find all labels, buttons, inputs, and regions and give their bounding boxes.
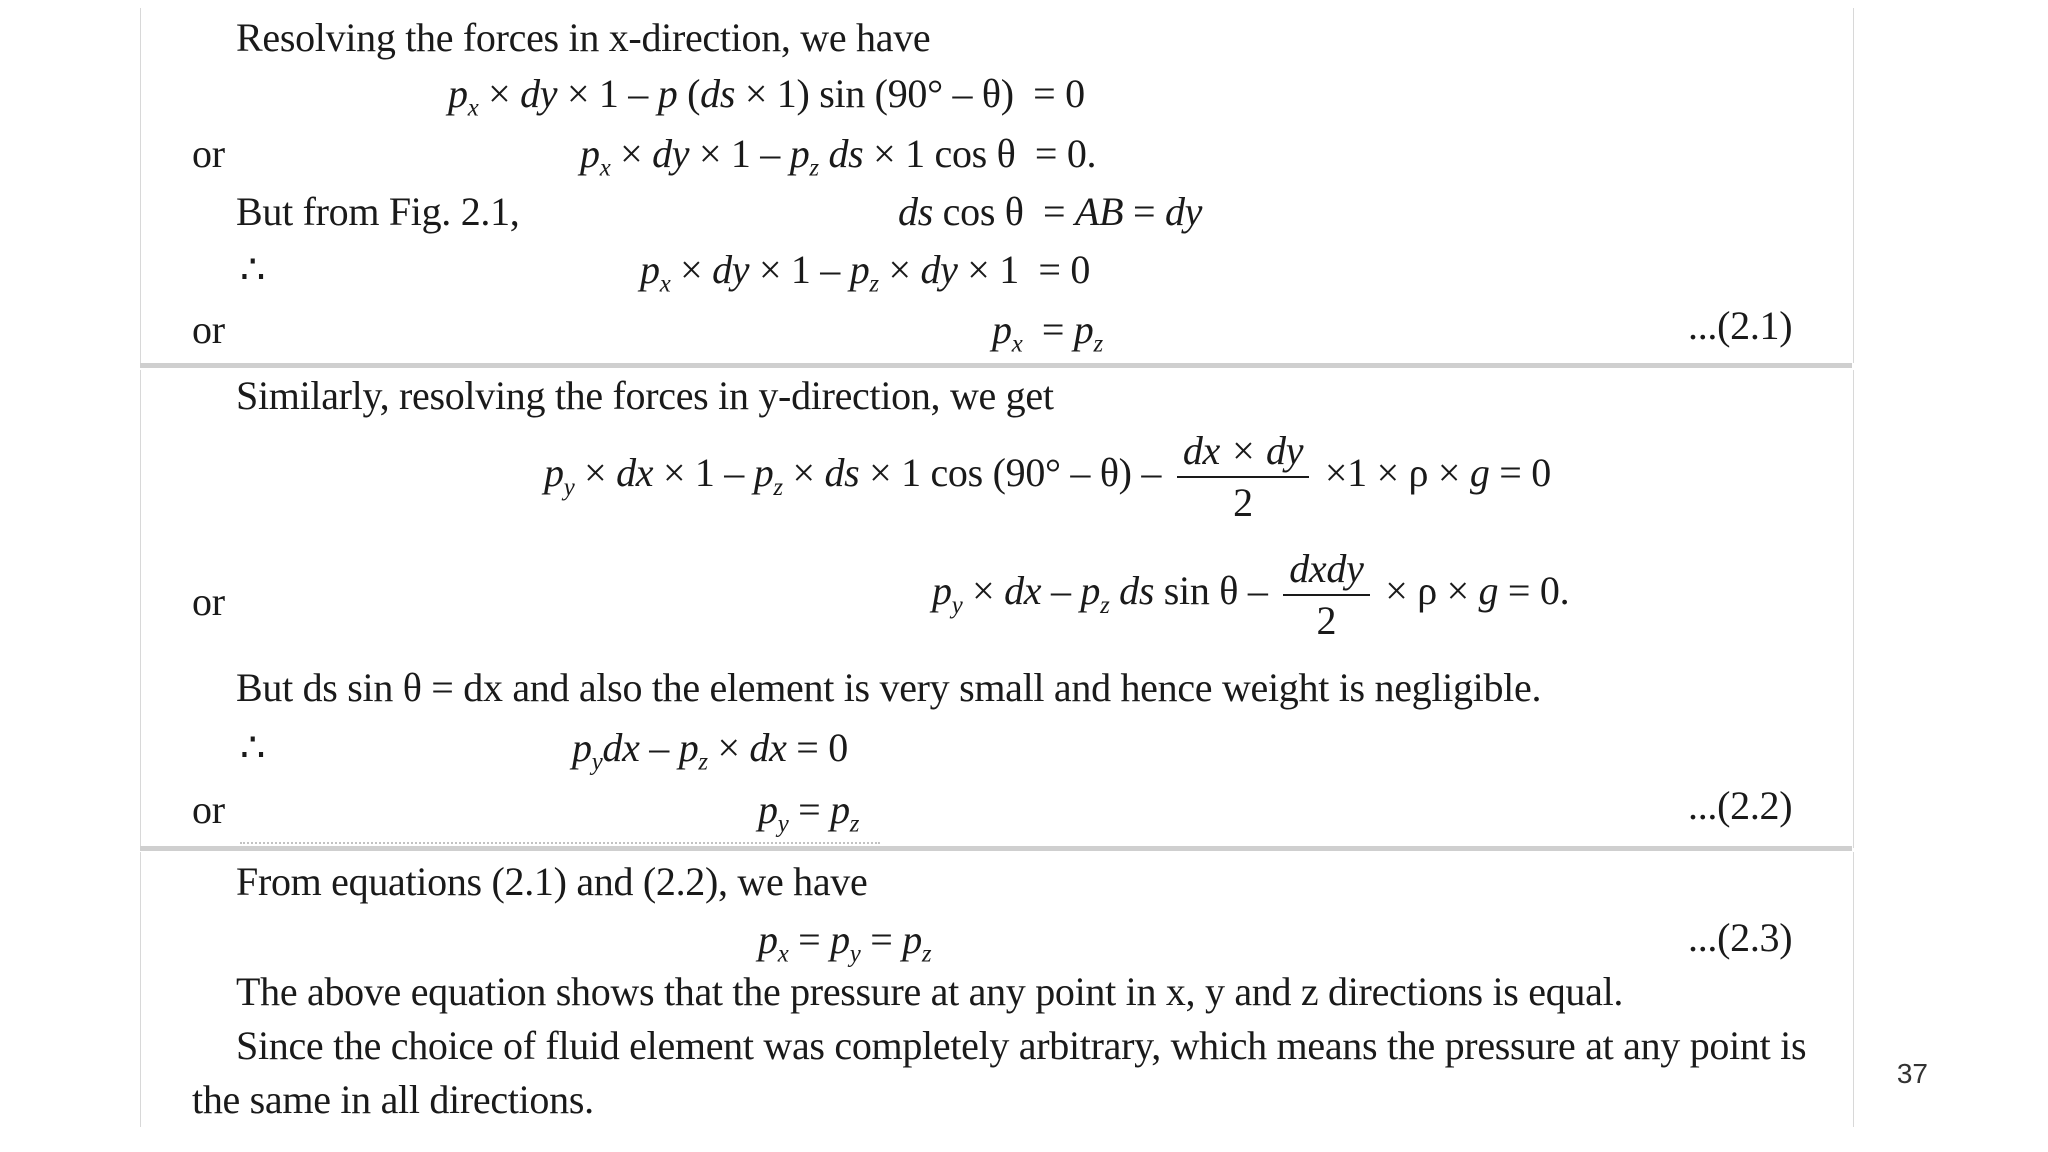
from-equations-intro: From equations (2.1) and (2.2), we have bbox=[236, 859, 868, 904]
fraction-dxdy-over-2: $\frac{\text{dxdy}}{2}$ bbox=[1283, 548, 1369, 642]
negligible-weight-text: But ds sin θ = dx and also the element is very small and hence weight is negligible. bbox=[236, 665, 1542, 710]
equation-y-simplified: $p_ydx - p_z$ × dx = 0 bbox=[572, 725, 848, 776]
equation-y-force-balance: $p_y$ × dx × $1 - p_z$ × ds × 1 cos (90° – θ) – $\frac{dx \times dy}{2}$ ×1 × ρ × g = 0 bbox=[544, 428, 1551, 525]
equation-ds-cos: ds cos θ = AB = dy bbox=[898, 189, 1203, 234]
therefore-symbol: ∴ bbox=[240, 247, 266, 292]
panel-divider bbox=[140, 363, 1852, 368]
equation-tag-2-1: ...(2.1) bbox=[1688, 303, 1793, 348]
equation-y-force-balance-sin: $p_y$ × dx – $p_z$ ds sin θ – $\frac{\text{dxdy}}{2}$ × ρ × g = 0. bbox=[932, 546, 1570, 643]
equation-tag-2-2: ...(2.2) bbox=[1688, 783, 1793, 828]
or-label: or bbox=[192, 787, 225, 832]
equation-x-force-balance: $p_x$ × dy × 1 – p (ds × 1) sin (90° – θ) = 0 bbox=[448, 71, 1085, 122]
conclusion-line-1: The above equation shows that the pressure at any point in x, y and z directions is equal. bbox=[236, 969, 1624, 1014]
y-direction-intro: Similarly, resolving the forces in y-direction, we get bbox=[236, 373, 1054, 418]
or-label: or bbox=[192, 307, 225, 352]
equation-px-equals-pz: $p_x = p_z$ bbox=[992, 307, 1103, 358]
equation-px-py-pz: $p_x = p_y = p_z$ bbox=[758, 917, 932, 968]
page-number: 37 bbox=[1896, 1058, 1928, 1089]
panel-divider bbox=[140, 846, 1852, 851]
fraction-dx-dy-over-2: $\frac{dx \times dy}{2}$ bbox=[1177, 430, 1309, 524]
equation-py-equals-pz: $p_y = p_z$ bbox=[758, 787, 860, 838]
conclusion-line-2: Since the choice of fluid element was completely arbitrary, which means the pressure at any point is bbox=[236, 1023, 1807, 1068]
or-label: or bbox=[192, 579, 225, 624]
but-from-figure: But from Fig. 2.1, bbox=[236, 189, 520, 234]
conclusion-line-3: the same in all directions. bbox=[192, 1077, 594, 1122]
equation-tag-2-3: ...(2.3) bbox=[1688, 915, 1793, 960]
or-label: or bbox=[192, 131, 225, 176]
therefore-symbol: ∴ bbox=[240, 725, 266, 770]
equation-x-force-balance-cos: $p_x$ × dy × $1 - p_z$ ds × 1 cos θ = 0. bbox=[580, 131, 1097, 182]
x-direction-intro: Resolving the forces in x-direction, we have bbox=[236, 15, 931, 60]
equation-x-simplified: $p_x$ × dy × $1 - p_z$ × dy × 1 = 0 bbox=[640, 247, 1091, 298]
